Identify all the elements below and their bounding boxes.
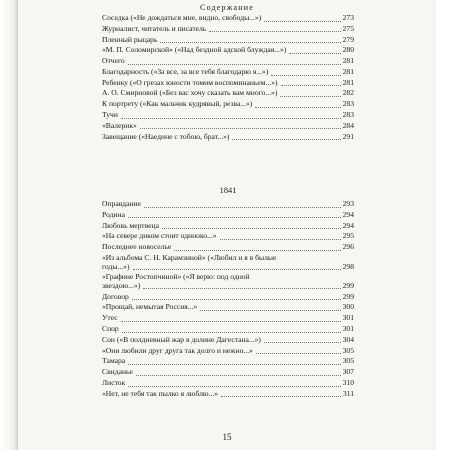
toc-entry-title: Благодарность («За все, за все тебя благодарю я...») (102, 66, 269, 76)
toc-entry-page: 300 (342, 302, 354, 312)
toc-entry (102, 254, 354, 271)
dot-leader (122, 331, 341, 333)
toc-entry-page: 301 (342, 313, 354, 323)
toc-entry-row (102, 336, 354, 345)
toc-entry-title: Листок (102, 377, 126, 387)
toc-entry-title: Завещание («Наедине с тобою, брат...») (102, 131, 230, 141)
dot-leader (128, 216, 341, 218)
toc-entry-row (102, 390, 354, 399)
toc-entry-row (102, 379, 354, 388)
toc-entry-page: 293 (342, 199, 354, 208)
dot-leader (200, 309, 340, 311)
toc-entry (102, 232, 354, 241)
toc-entry-page: 283 (342, 99, 354, 109)
toc-entry-row (102, 232, 354, 241)
dot-leader (209, 30, 340, 32)
toc-entry-page: 296 (342, 242, 354, 252)
dot-leader (128, 363, 340, 365)
toc-entry-page: 283 (342, 110, 354, 120)
toc-entry-title: Сон («В полдневный жар в долине Дагестана...») (102, 334, 261, 344)
toc-entry-row (102, 133, 354, 142)
toc-entry-title: «Графине Ростопчиной» («Я верю: под одной (102, 272, 250, 282)
toc-entry-row (102, 79, 354, 88)
dot-leader (162, 227, 341, 229)
toc-entry-title: Тамара (102, 356, 126, 366)
dot-leader (256, 352, 341, 354)
toc-entry-page: 279 (342, 34, 354, 44)
page-number: 15 (222, 432, 232, 442)
dot-leader (121, 320, 341, 322)
dot-leader (220, 238, 341, 240)
toc-entry-page: 280 (342, 45, 354, 55)
toc-entry (102, 200, 354, 209)
dot-leader (280, 95, 340, 97)
toc-entry-page: 311 (342, 388, 354, 398)
toc-entry (102, 314, 354, 323)
toc-entry (102, 46, 354, 55)
dot-leader (174, 249, 340, 251)
toc-entry-row (102, 263, 354, 272)
toc-entry-row (102, 25, 354, 34)
toc-entry-page: 305 (342, 345, 354, 355)
toc-entry-row (102, 111, 354, 120)
toc-entry-title: Пленный рыцарь (102, 34, 158, 44)
toc-entry-title: «Прощай, немытая Россия...» (102, 302, 198, 312)
dot-leader (232, 138, 340, 140)
toc-entry-title: К портрету («Как мальчик кудрявый, резва...») (102, 99, 253, 109)
toc-entry-row (102, 368, 354, 377)
toc-entry-row (102, 36, 354, 45)
toc-entry (102, 89, 354, 98)
toc-entry-page: 304 (342, 334, 354, 344)
toc-entry (102, 68, 354, 77)
toc-entry-row (102, 282, 354, 291)
toc-entry-page: 310 (342, 377, 354, 387)
toc-entry-page: 281 (342, 66, 354, 76)
toc-entry-page: 295 (342, 231, 354, 241)
toc-entry-row (102, 122, 354, 131)
dot-leader (140, 127, 341, 129)
toc-entry-title: «Они любили друг друга так долго и нежно...» (102, 345, 253, 355)
toc-entry-row (102, 347, 354, 356)
toc-entry-title: Последнее новоселье (102, 242, 172, 252)
toc-entry-page: 275 (342, 23, 354, 33)
toc-entry-row (102, 46, 354, 55)
page-edge (0, 0, 18, 450)
toc-entry (102, 379, 354, 388)
toc-entry-title: «М. П. Соломирской» («Над бездной адской блуждая...») (102, 45, 287, 55)
toc-entry-row (102, 325, 354, 334)
toc-entry-row (102, 211, 354, 220)
toc-entry-row (102, 200, 354, 209)
toc-entry (102, 14, 354, 23)
toc-entry-title: Спор (102, 324, 119, 333)
toc-entry-page: 294 (342, 220, 354, 230)
toc-entry-page: 291 (342, 131, 354, 141)
toc-entry-title: Договор (102, 291, 129, 301)
dot-leader (136, 374, 341, 376)
toc-entry-title-continuation: годы...») (102, 261, 130, 271)
toc-entry-row (102, 222, 354, 231)
toc-entry (102, 390, 354, 399)
toc-entry-row (102, 357, 354, 366)
toc-entry-title: Соседка («Не дождаться мне, видно, свободы...») (102, 13, 262, 22)
toc-entry-title: Отчего (102, 56, 125, 66)
dot-leader (264, 20, 340, 22)
toc-entry (102, 111, 354, 120)
toc-entry-row (102, 303, 354, 312)
toc-entry-title: Оправдание (102, 199, 141, 208)
toc-entry (102, 222, 354, 231)
toc-entry (102, 79, 354, 88)
year-heading: 1841 (219, 186, 237, 195)
toc-entry-row (102, 57, 354, 66)
toc-entry-row (102, 68, 354, 77)
toc-entry (102, 57, 354, 66)
toc-entry (102, 336, 354, 345)
dot-leader (289, 52, 340, 54)
toc-entry-title: Тучи (102, 110, 118, 120)
toc-entry (102, 243, 354, 252)
toc-entry-page: 273 (342, 13, 354, 22)
toc-entry (102, 36, 354, 45)
dot-leader (255, 106, 340, 108)
dot-leader (281, 84, 341, 86)
toc-entry-row (102, 314, 354, 323)
toc-entry (102, 347, 354, 356)
dot-leader (144, 206, 341, 208)
toc-entry-title: Любовь мертвеца (102, 220, 159, 230)
toc-entry (102, 25, 354, 34)
toc-entry (102, 357, 354, 366)
toc-entry-row (102, 89, 354, 98)
dot-leader (132, 298, 341, 300)
toc-entry (102, 273, 354, 290)
toc-entry (102, 100, 354, 109)
toc-entry-page: 282 (342, 88, 354, 98)
toc-entry-row (102, 293, 354, 302)
toc-entry-page: 305 (342, 356, 354, 366)
dot-leader (121, 117, 341, 119)
toc-entry (102, 293, 354, 302)
toc-entry (102, 122, 354, 131)
toc-entry-title-continuation: звездою...») (102, 280, 141, 290)
toc-entry (102, 133, 354, 142)
toc-entry-title: «Из альбома С. Н. Карамзиной» («Любил и я в былые (102, 252, 277, 262)
toc-entry-title: Ребенку («О грезах юности томим воспоминаньем...») (102, 77, 278, 87)
toc-entry-title: Утес (102, 313, 118, 323)
toc-entry-page: 301 (342, 324, 354, 333)
toc-entry (102, 303, 354, 312)
toc-section-1 (102, 14, 354, 143)
dot-leader (133, 268, 341, 270)
dot-leader (271, 74, 340, 76)
toc-entry-page: 281 (342, 56, 354, 66)
toc-entry-title: Журналист, читатель и писатель (102, 23, 207, 33)
toc-entry (102, 211, 354, 220)
dot-leader (143, 287, 340, 289)
toc-entry-title: «Нет, не тебя так пылко я люблю...» (102, 388, 219, 398)
toc-entry-page: 281 (342, 77, 354, 87)
toc-entry (102, 368, 354, 377)
dot-leader (128, 63, 341, 65)
toc-entry-title: Родина (102, 209, 125, 219)
toc-entry-page: 299 (342, 291, 354, 301)
toc-section-2 (102, 200, 354, 400)
toc-entry-page: 298 (342, 261, 354, 271)
toc-entry (102, 325, 354, 334)
toc-entry-title: «На севере диком стоит одиноко...» (102, 231, 217, 241)
toc-entry-page: 307 (342, 367, 354, 377)
dot-leader (221, 395, 341, 397)
toc-entry-row (102, 243, 354, 252)
toc-entry-title: Свиданье (102, 367, 133, 377)
toc-entry-row (102, 14, 354, 23)
dot-leader (264, 341, 341, 343)
dot-leader (128, 385, 340, 387)
toc-entry-title: «Валерик» (102, 120, 137, 130)
toc-entry-page: 294 (342, 209, 354, 219)
toc-entry-page: 299 (342, 280, 354, 290)
toc-entry-page: 284 (342, 120, 354, 130)
toc-entry-row (102, 100, 354, 109)
running-header: Содержание (200, 3, 254, 12)
book-page (18, 0, 436, 450)
toc-entry-title: А. О. Смирновой («Без вас хочу сказать вам много...») (102, 88, 278, 98)
dot-leader (160, 41, 340, 43)
